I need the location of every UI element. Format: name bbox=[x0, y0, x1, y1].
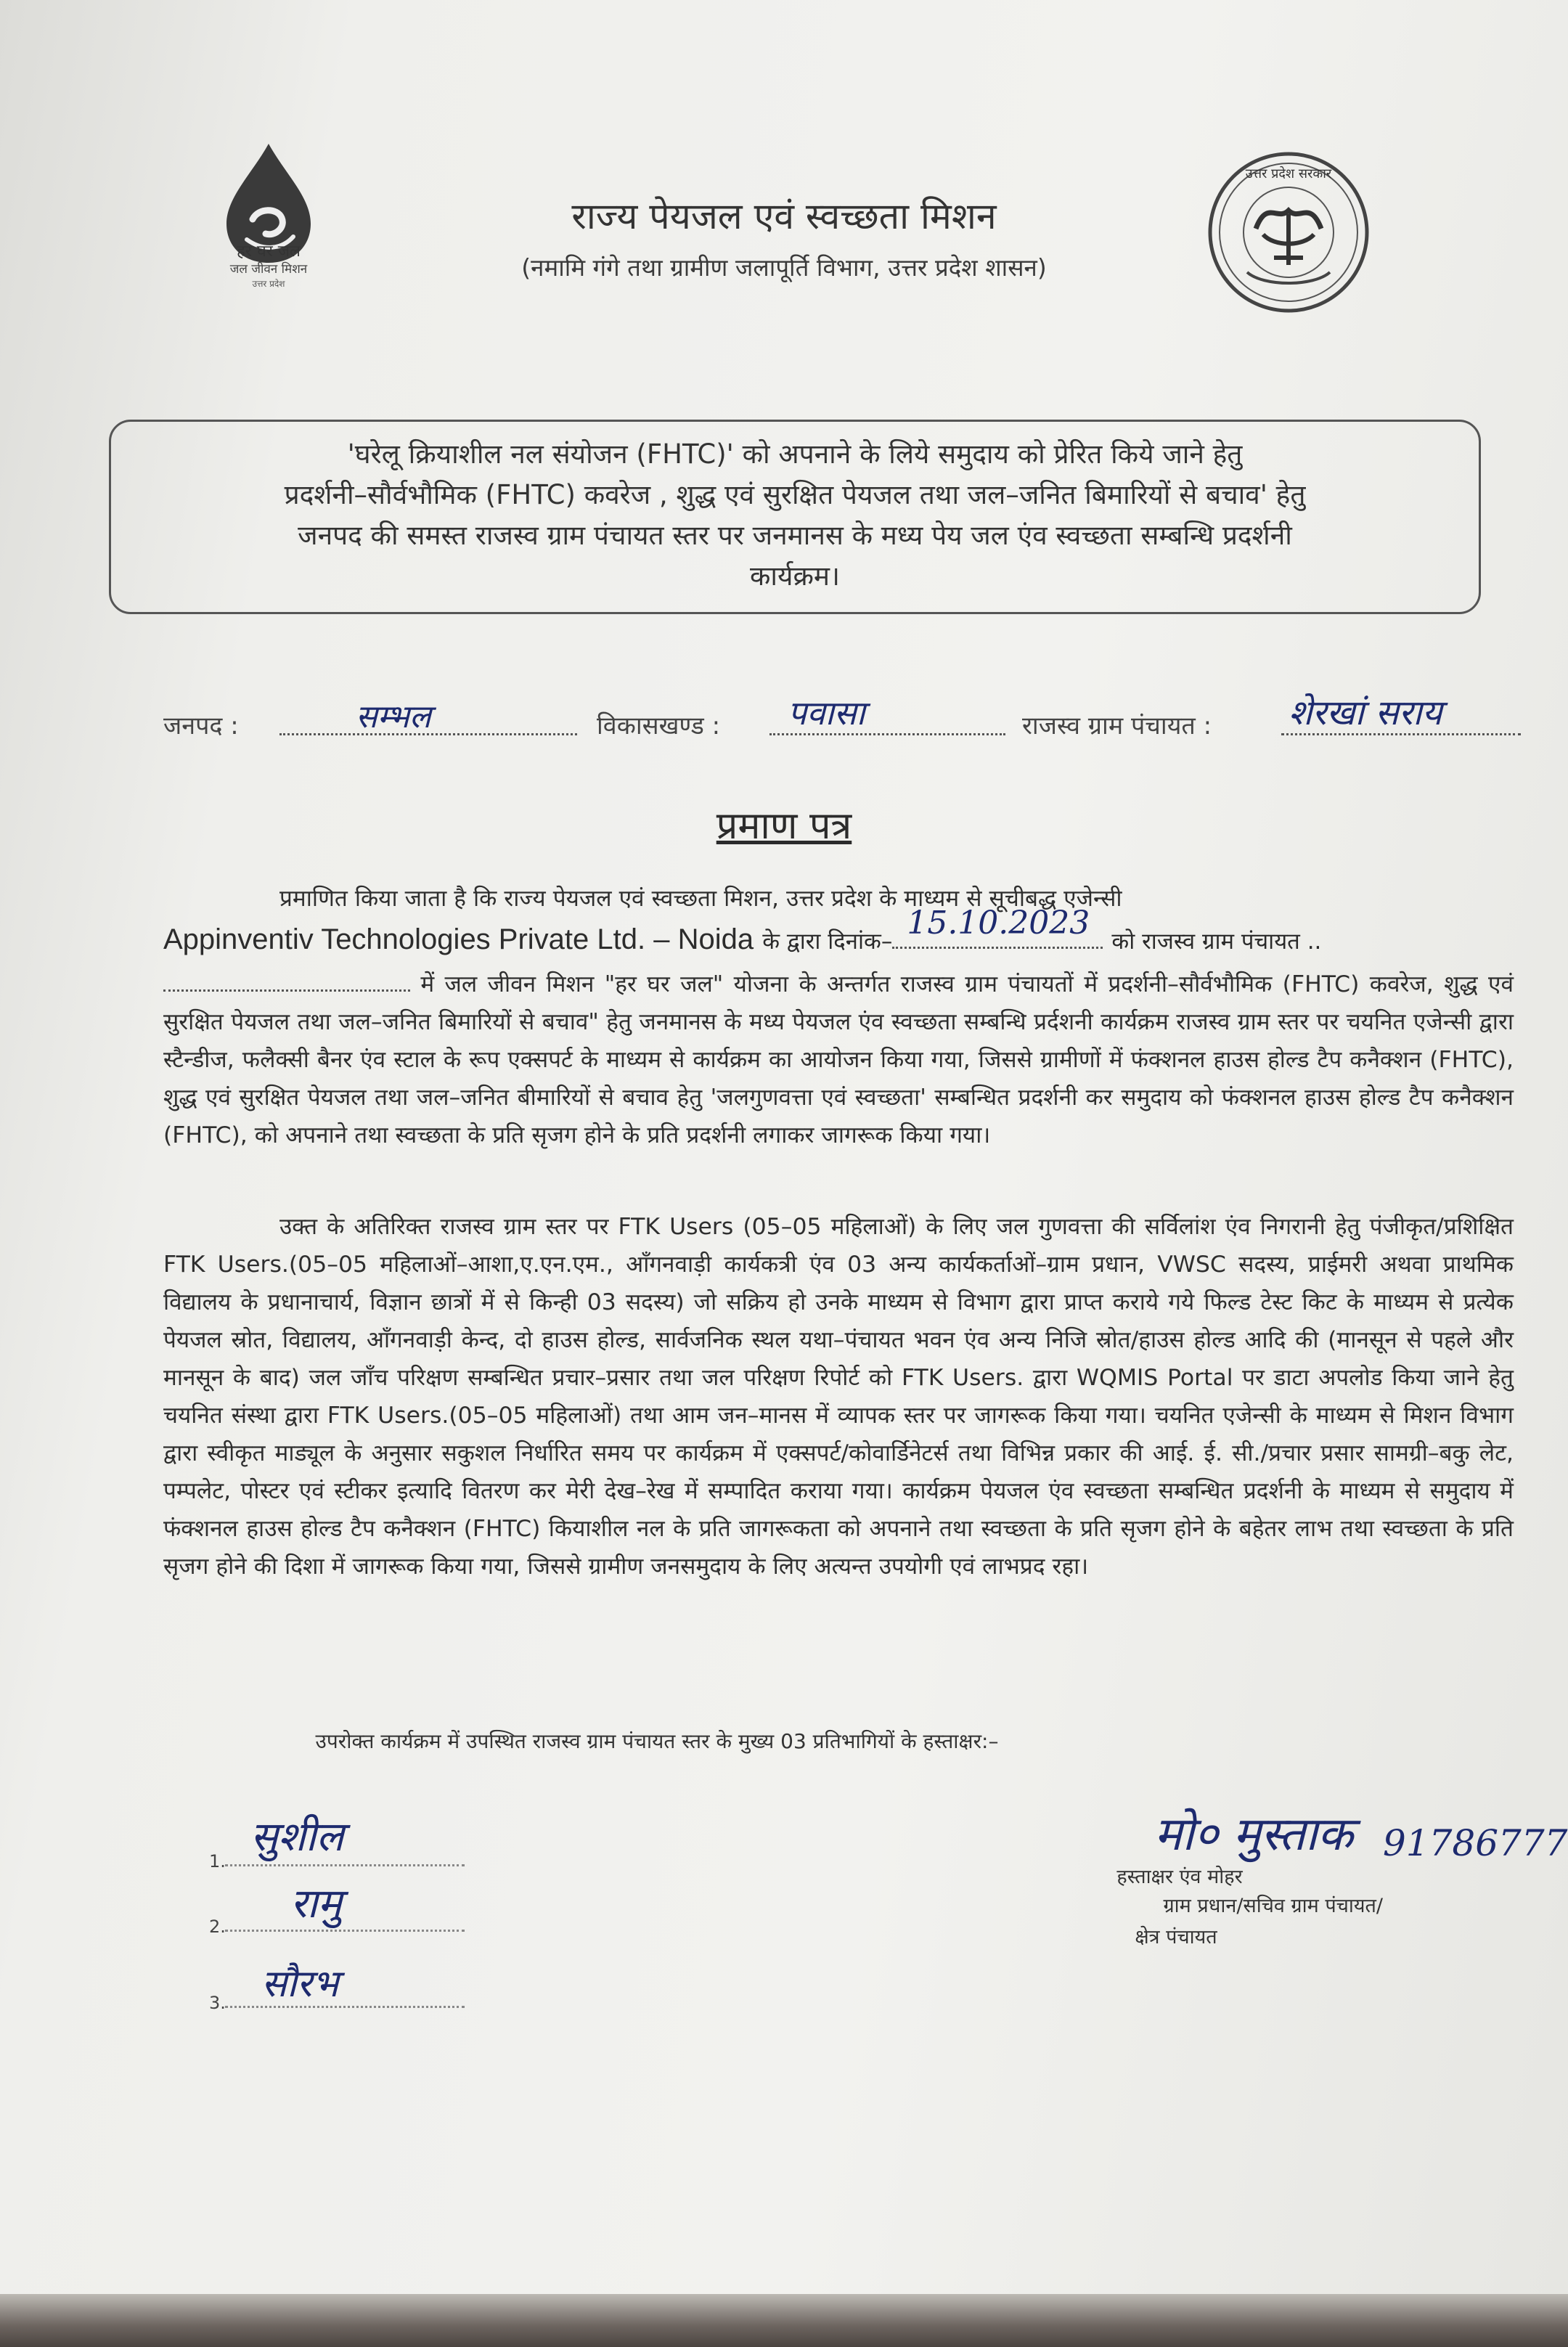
agency-mid-text: के द्वारा दिनांक– bbox=[762, 928, 893, 955]
district-label: जनपद : bbox=[163, 711, 239, 740]
intro-line: जनपद की समस्त राजस्व ग्राम पंचायत स्तर पर जनमानस के मध्य पेय जल एंव स्वच्छता सम्बन्धि प्रदर्शनी bbox=[298, 520, 1292, 551]
official-caption-line2: ग्राम प्रधान/सचिव ग्राम पंचायत/ bbox=[1163, 1895, 1383, 1917]
page-subtitle: (नमामि गंगे तथा ग्रामीण जलापूर्ति विभाग, उत्तर प्रदेश शासन) bbox=[521, 253, 1047, 282]
signature-line bbox=[225, 1930, 465, 1932]
participant-signature: रामु bbox=[290, 1880, 342, 1927]
page-title: राज्य पेयजल एवं स्वच्छता मिशन bbox=[571, 195, 997, 237]
seal-text: उत्तर प्रदेश सरकार bbox=[1245, 166, 1332, 181]
bottom-edge-shadow bbox=[0, 2294, 1568, 2347]
logo-text-1: हर घर जल bbox=[237, 242, 301, 261]
gram-panchayat-blank bbox=[163, 989, 410, 992]
official-phone: 91786777 bbox=[1383, 1822, 1568, 1864]
paragraph-1-text: में जल जीवन मिशन "हर घर जल" योजना के अन्तर्गत राजस्व ग्राम पंचायतों में प्रदर्शनी–सौर्वभौमिक (FHTC) कवरेज, शुद्ध एवं सुरक्षित पेयजल तथा जल–जनित बिमारियों से बचाव" हेतु जनमानस के मध्य पेयजल एंव स्वच्छता सम्बन्धि प्रर्दशनी कार्यक्रम राजस्व ग्राम स्तर पर चयनित एजेन्सी द्वारा स्टैन्डीज, फलैक्सी बैनर एंव स्टाल के रूप एक्सपर्ट के माध्यम से कार्यक्रम का आयोजन किया गया, जिससे ग्रामीणों में फंक्शनल हाउस होल्ड टैप कनैक्शन (FHTC), शुद्ध एवं सुरक्षित पेयजल तथा जल–जनित बीमारियों से बचाव हेतु 'जलगुणवत्ता एवं स्वच्छता' सम्बन्धित प्रदर्शनी कर समुदाय को फंक्शनल हाउस होल्ड टैप कनैक्शन (FHTC), को अपनाने तथा स्वच्छता के प्रति सृजग होने के प्रति प्रदर्शनी लगाकर जागरूक किया गया। bbox=[163, 971, 1514, 1148]
official-signature: मो० मुस्ताक bbox=[1154, 1808, 1353, 1861]
paragraph-2 bbox=[163, 1208, 1514, 1585]
intro-line: 'घरेलू क्रियाशील नल संयोजन (FHTC)' को अपनाने के लिये समुदाय को प्रेरित किये जाने हेतु bbox=[347, 438, 1243, 470]
district-value: सम्भल bbox=[356, 698, 431, 735]
certificate-heading: प्रमाण पत्र bbox=[716, 804, 852, 848]
date-field bbox=[892, 905, 1103, 949]
agency-line bbox=[163, 905, 1521, 960]
paragraph-1 bbox=[163, 966, 1514, 1154]
participant-signature: सुशील bbox=[250, 1813, 344, 1861]
signature-intro: उपरोक्त कार्यक्रम में उपस्थित राजस्व ग्राम पंचायत स्तर के मुख्य 03 प्रतिभागियों के हस्ताक्षर:– bbox=[315, 1729, 999, 1753]
block-value: पवासा bbox=[788, 693, 865, 732]
participant-number: 3. bbox=[209, 1993, 226, 2013]
logo-text-3: उत्तर प्रदेश bbox=[252, 279, 285, 289]
block-label: विकासखण्ड : bbox=[597, 711, 721, 740]
paragraph-1-first-line: प्रमाणित किया जाता है कि राज्य पेयजल एवं स्वच्छता मिशन, उत्तर प्रदेश के माध्यम से सूचीबद्ध एजेन्सी bbox=[279, 886, 1122, 912]
intro-line: प्रदर्शनी–सौर्वभौमिक (FHTC) कवरेज , शुद्ध एवं सुरक्षित पेयजल तथा जल–जनित बिमारियों से बचाव' हेतु bbox=[284, 479, 1306, 510]
participant-signature: सौरभ bbox=[261, 1962, 339, 2006]
date-value: 15.10.2023 bbox=[907, 905, 1090, 942]
gram-panchayat-value: शेरखां सराय bbox=[1289, 693, 1442, 733]
signature-line bbox=[225, 1864, 465, 1866]
agency-name: Appinventiv Technologies Private Ltd. – Noida bbox=[163, 923, 754, 955]
intro-line: कार्यक्रम। bbox=[749, 560, 841, 592]
participant-number: 1. bbox=[209, 1851, 226, 1872]
gram-panchayat-label: राजस्व ग्राम पंचायत : bbox=[1022, 711, 1212, 740]
participant-number: 2. bbox=[209, 1917, 226, 1937]
official-caption-line1: हस्ताक्षर एंव मोहर bbox=[1116, 1866, 1243, 1888]
official-caption-line3: क्षेत्र पंचायत bbox=[1135, 1926, 1217, 1948]
intro-text bbox=[131, 434, 1459, 597]
agency-tail-text: को राजस्व ग्राम पंचायत .. bbox=[1111, 928, 1322, 955]
paragraph-2-text: उक्त के अतिरिक्त राजस्व ग्राम स्तर पर FTK Users (05–05 महिलाओं) के लिए जल गुणवत्ता की सर्विलांश एंव निगरानी हेतु पंजीकृत/प्रशिक्षित FTK Users.(05–05 महिलाओं–आशा,ए.एन.एम., ऑंगनवाड़ी कार्यकत्री एंव 03 अन्य कार्यकर्ताओं–ग्राम प्रधान, VWSC सदस्य, प्राईमरी अथवा प्राथमिक विद्यालय के प्रधानाचार्य, विज्ञान छात्रों में से किन्ही 03 सदस्य) जो सक्रिय हो उनके माध्यम से विभाग द्वारा प्राप्त कराये गये फिल्ड टेस्ट किट के माध्यम से प्रत्येक पेयजल स्रोत, विद्यालय, ऑंगनवाड़ी केन्द, दो हाउस होल्ड, सार्वजनिक स्थल यथा–पंचायत भवन एंव अन्य निजि स्रोत/हाउस होल्ड आदि की (मानसून से पहले और मानसून के बाद) जल जॉंच परिक्षण सम्बन्धित प्रचार–प्रसार तथा जल परिक्षण रिपोर्ट को FTK Users. द्वारा WQMIS Portal पर डाटा अपलोड किया जाने हेतु चयनित संस्था द्वारा FTK Users.(05–05 महिलाओं) तथा आम जन–मानस में व्यापक स्तर पर जागरूक किया गया। चयनित एजेन्सी के माध्यम से मिशन विभाग द्वारा स्वीकृत माड्यूल के अनुसार सकुशल निर्धारित समय पर कार्यक्रम में एक्सपर्ट/कोवार्डिनेटर्स तथा विभिन्न प्रकार की आई. ई. सी./प्रचार प्रसार सामग्री–बकु लेट, पम्पलेट, पोस्टर एवं स्टीकर इत्यादि वितरण कर मेरी देख–रेख में सम्पादित कराया गया। कार्यक्रम पेयजल एंव स्वच्छता सम्बन्धित प्रदर्शनी के माध्यम से समुदाय में फंक्शनल हाउस होल्ड टैप कनैक्शन (FHTC) कियाशील नल के प्रति जागरूकता को अपनाने तथा स्वच्छता के प्रति सृजग होने के बहेतर लाभ तथा स्वच्छता के प्रति सृजग होने की दिशा में जागरूक किया गया, जिससे ग्रामीण जनसमुदाय के लिए अत्यन्त उपयोगी एवं लाभप्रद रहा। bbox=[163, 1214, 1514, 1580]
logo-text-2: जल जीवन मिशन bbox=[229, 262, 308, 277]
